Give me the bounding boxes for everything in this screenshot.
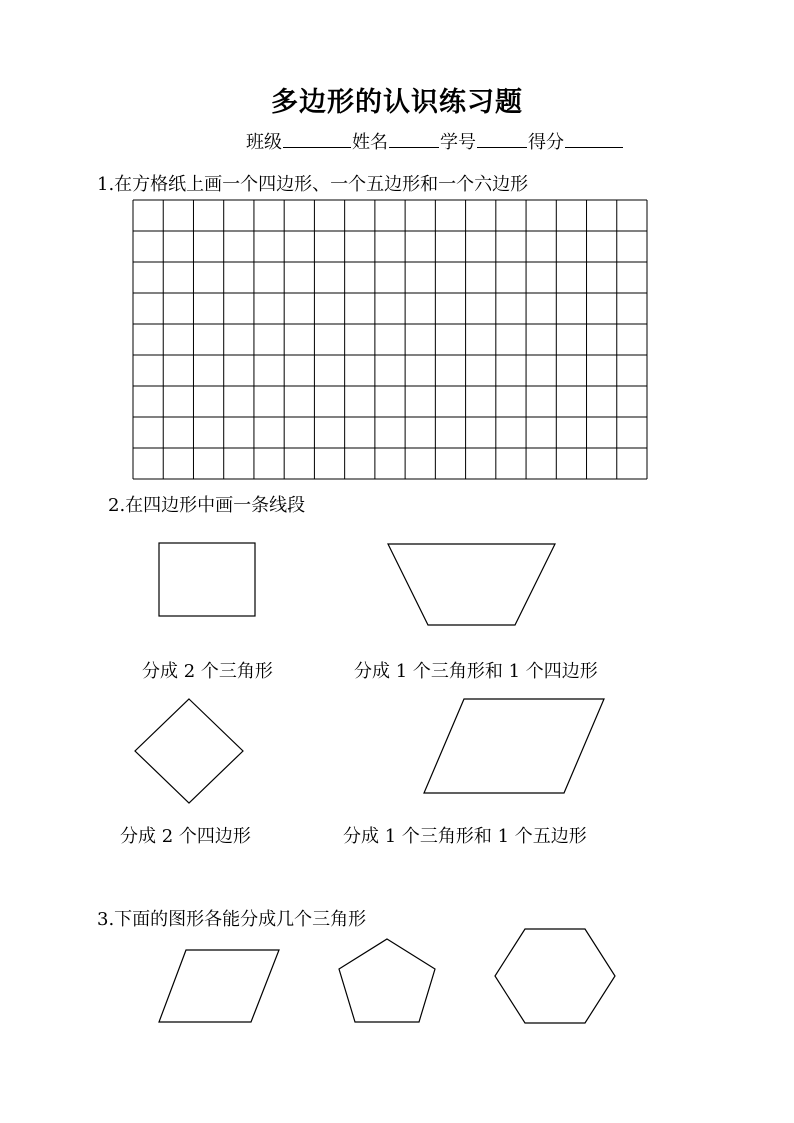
caption-diamond: 分成 2 个四边形 — [120, 826, 251, 847]
class-label: 班级 — [246, 132, 282, 153]
caption-trapezoid: 分成 1 个三角形和 1 个四边形 — [354, 661, 598, 682]
caption-parallelogram: 分成 1 个三角形和 1 个五边形 — [343, 826, 587, 847]
id-label: 学号 — [440, 132, 476, 153]
question-2: 2.在四边形中画一条线段 — [108, 495, 306, 516]
question-3: 3.下面的图形各能分成几个三角形 — [97, 909, 367, 930]
question-1: 1.在方格纸上画一个四边形、一个五边形和一个六边形 — [97, 174, 529, 195]
pentagon-shape[interactable] — [339, 939, 435, 1022]
diamond-shape[interactable] — [135, 699, 243, 803]
small-parallelogram-shape[interactable] — [159, 950, 279, 1022]
caption-rectangle: 分成 2 个三角形 — [142, 661, 273, 682]
page-title: 多边形的认识练习题 — [271, 87, 523, 118]
name-label: 姓名 — [352, 132, 388, 153]
rectangle-shape[interactable] — [159, 543, 255, 616]
trapezoid-shape[interactable] — [388, 544, 555, 625]
parallelogram-shape[interactable] — [424, 699, 604, 793]
score-label: 得分 — [528, 132, 564, 153]
hexagon-shape[interactable] — [495, 929, 615, 1023]
square-grid-paper[interactable] — [133, 200, 647, 479]
